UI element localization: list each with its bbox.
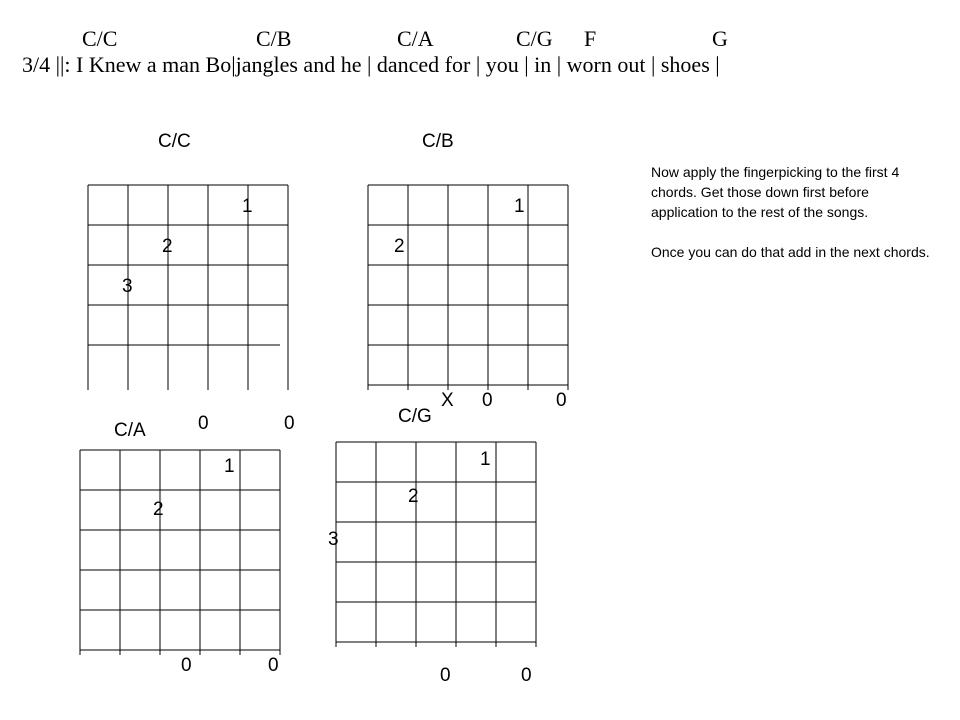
open-string-mark: 0 — [284, 413, 295, 434]
open-string-mark: 0 — [198, 413, 209, 434]
open-string-mark: 0 — [482, 390, 493, 411]
chord-grid-c-b — [368, 185, 568, 390]
finger-number-1: 1 — [242, 196, 253, 217]
finger-number-2: 2 — [162, 236, 173, 257]
open-string-mark: 0 — [556, 390, 567, 411]
finger-number-1: 1 — [514, 196, 525, 217]
finger-number-1: 1 — [224, 456, 235, 477]
song-chord-5: F — [584, 26, 597, 51]
chord-grid-c-c — [88, 185, 288, 390]
song-chord-1: C/C — [82, 26, 118, 51]
finger-number-2: 2 — [408, 486, 419, 507]
chord-grid-c-a — [80, 450, 280, 655]
finger-number-3: 3 — [328, 529, 339, 550]
lyric-line: 3/4 ||: I Knew a man Bo|jangles and he | danced for | you | in | worn out | shoes | — [22, 52, 720, 77]
finger-number-1: 1 — [480, 449, 491, 470]
open-string-mark: 0 — [268, 655, 279, 676]
diagram-title-c-c: C/C — [158, 131, 191, 152]
finger-number-3: 3 — [122, 276, 133, 297]
instruction-paragraph: Now apply the fingerpicking to the first 4 chords. Get those down first before application to the rest of the songs. — [651, 164, 900, 220]
open-string-mark: 0 — [440, 665, 451, 686]
diagram-title-c-a: C/A — [114, 420, 146, 441]
diagram-title-c-b: C/B — [422, 131, 454, 152]
song-chord-3: C/A — [397, 26, 434, 51]
song-chord-2: C/B — [256, 26, 292, 51]
song-chord-4: C/G — [516, 26, 553, 51]
instruction-paragraph: Once you can do that add in the next chords. — [651, 244, 930, 260]
muted-string-mark: X — [441, 390, 454, 411]
diagram-title-c-g: C/G — [398, 406, 432, 427]
song-chord-6: G — [712, 26, 728, 51]
open-string-mark: 0 — [521, 665, 532, 686]
chord-grid-c-g — [336, 442, 536, 647]
open-string-mark: 0 — [181, 655, 192, 676]
instruction-note — [651, 162, 931, 262]
finger-number-2: 2 — [394, 236, 405, 257]
finger-number-2: 2 — [153, 499, 164, 520]
